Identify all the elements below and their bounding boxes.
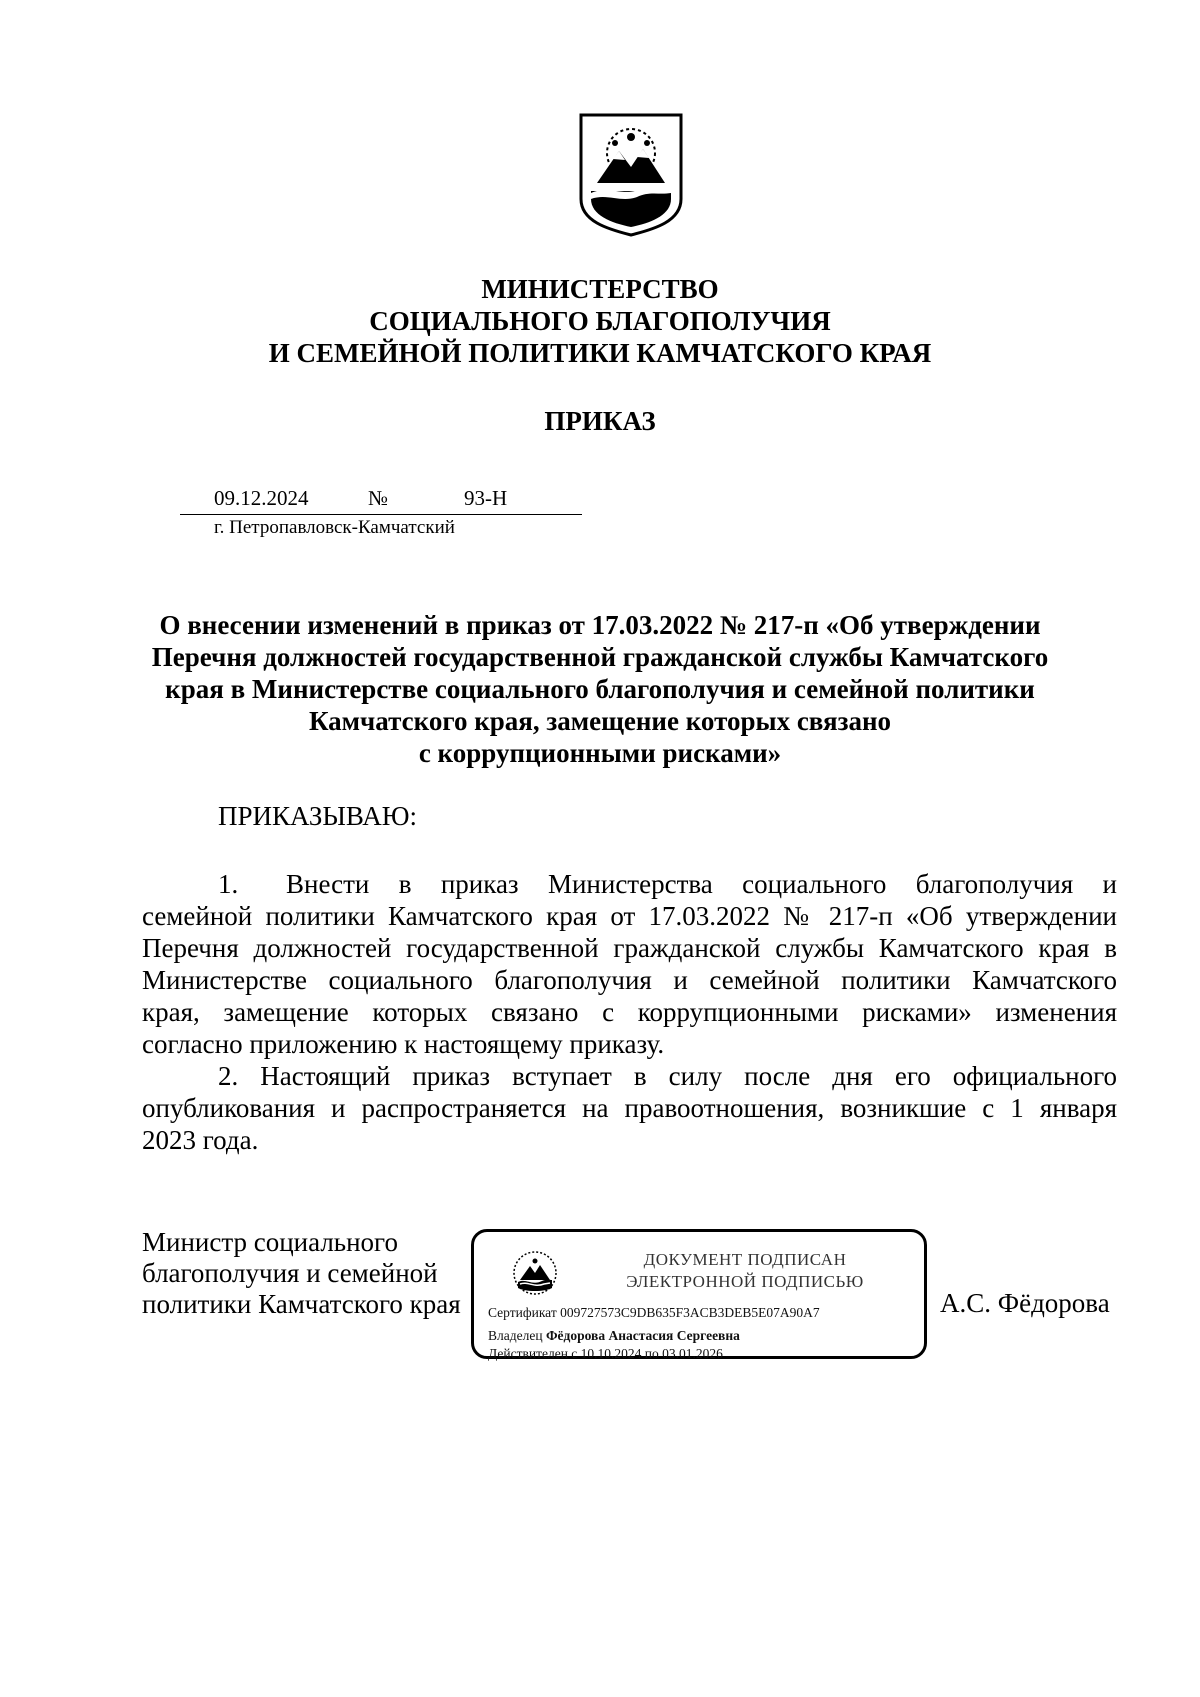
stamp-title [580,1249,910,1293]
paragraph-2-line-1: 2. Настоящий приказ вступает в силу после дня его официального [218,1061,1117,1091]
coat-of-arms-emblem [579,113,683,237]
ministry-name [0,273,1200,369]
paragraph-1-line-4: Министерстве социального благополучия и семейной политики Камчатского [142,965,1117,995]
order-date-number-line [180,486,582,515]
paragraph-1-line-5: края, замещение которых связано с коррупционными рисками» изменения [142,997,1117,1027]
subject-line-5: с коррупционными рисками» [418,738,782,768]
position-line-3: политики Камчатского края [142,1289,461,1319]
ministry-line-3: И СЕМЕЙНОЙ ПОЛИТИКИ КАМЧАТСКОГО КРАЯ [268,338,932,368]
position-line-2: благополучия и семейной [142,1258,438,1288]
paragraph-1-number: 1. [218,869,239,899]
valid-label: Действителен с [488,1346,578,1361]
certificate-value: 009727573C9DB635F3ACB3DEB5E07A90A7 [560,1305,820,1320]
owner-value: Фёдорова Анастасия Сергеевна [545,1328,740,1343]
document-type-title: ПРИКАЗ [544,406,656,436]
valid-from: 10.10.2024 [580,1346,642,1361]
ministry-line-1: МИНИСТЕРСТВО [481,274,719,304]
valid-to: 03.01.2026 [662,1346,723,1361]
paragraph-1-line-2: семейной политики Камчатского края от 17.03.2022 № 217-п «Об утверждении [142,901,1117,931]
paragraph-1 [142,868,1117,1060]
paragraph-1-line-6: согласно приложению к настоящему приказу. [142,1029,665,1059]
stamp-owner [488,1328,740,1344]
stamp-emblem-icon [512,1250,558,1296]
paragraph-1-line-3: Перечня должностей государственной гражданской службы Камчатского края в [142,933,1117,963]
electronic-signature-stamp [471,1229,927,1359]
stamp-title-line-1: ДОКУМЕНТ ПОДПИСАН [643,1250,847,1269]
certificate-label: Сертификат [488,1305,557,1320]
subject-line-2: Перечня должностей государственной гражданской службы Камчатского [151,642,1049,672]
stamp-title-line-2: ЭЛЕКТРОННОЙ ПОДПИСЬЮ [626,1272,864,1291]
stamp-validity [488,1346,723,1362]
owner-label: Владелец [488,1328,543,1343]
signatory-position [142,1227,461,1320]
order-word: ПРИКАЗЫВАЮ: [218,801,417,831]
ministry-line-2: СОЦИАЛЬНОГО БЛАГОПОЛУЧИЯ [369,306,831,336]
signatory-name: А.С. Фёдорова [940,1288,1110,1318]
valid-to-label: по [644,1346,659,1361]
order-date: 09.12.2024 [214,486,309,510]
order-number: 93-Н [464,486,508,510]
order-subject [0,609,1200,769]
paragraph-2 [142,1060,1117,1156]
paragraph-2-line-2: опубликования и распространяется на правоотношения, возникшие с 1 января [142,1093,1117,1123]
paragraph-1-first-line: Внести в приказ Министерства социального благополучия и [286,869,1117,899]
subject-line-4: Камчатского края, замещение которых связано [308,706,892,736]
paragraph-2-line-3: 2023 года. [142,1125,259,1155]
stamp-certificate [488,1305,820,1321]
city: г. Петропавловск-Камчатский [214,517,455,538]
position-line-1: Министр социального [142,1227,398,1257]
subject-line-3: края в Министерстве социального благополучия и семейной политики [165,674,1035,704]
subject-line-1: О внесении изменений в приказ от 17.03.2022 № 217-п «Об утверждении [159,610,1041,640]
paragraph-1-line-1 [142,868,1117,900]
number-sign: № [368,486,389,510]
